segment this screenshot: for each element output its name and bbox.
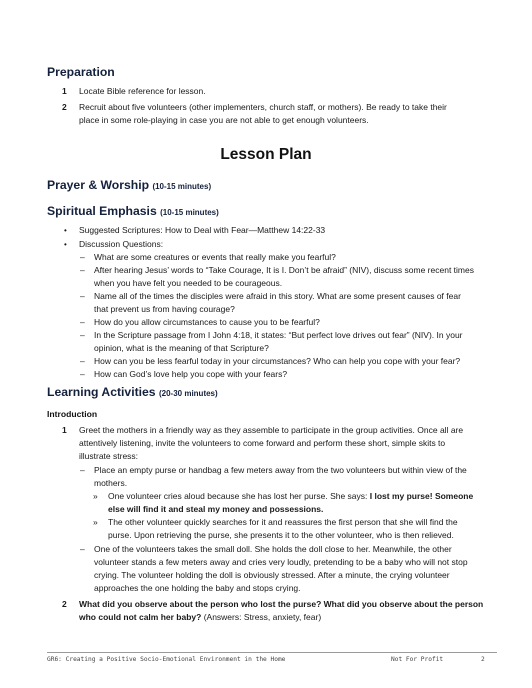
learning-activities-title: Learning Activities [47,385,156,399]
spiritual-emphasis-title: Spiritual Emphasis [47,204,157,218]
skit-2-line-3: crying. The volunteer holding the doll is obviously stressed. After a minute, the crying volunteer [94,570,450,580]
intro-item-1-line-3: illustrate stress: [79,451,139,461]
prayer-worship-duration: (10-15 minutes) [152,182,212,191]
skit-1-sub-1-text: One volunteer cries aloud because she has lost her purse. She says: [108,491,370,501]
footer-page-number: 2 [481,656,485,663]
preparation-heading: Preparation [47,65,115,79]
prep-item-1-number: 1 [62,86,67,96]
introduction-subheading: Introduction [47,409,98,419]
dash-icon: – [80,252,85,262]
prep-item-2-line-2: place in some role-playing in case you are not able to get enough volunteers. [79,115,369,125]
dash-icon: – [80,291,85,301]
question-6: How can you be less fearful today in your circumstances? Who can help you cope with your fear? [94,356,461,366]
dash-icon: – [80,369,85,379]
skit-2-line-1: One of the volunteers takes the small doll. She holds the doll close to her. Meanwhile, the other [94,544,452,554]
prep-item-2-number: 2 [62,102,67,112]
question-3-line-2: that prevent us from having courage? [94,304,235,314]
raquo-icon: » [93,517,98,527]
prayer-worship-title: Prayer & Worship [47,178,150,192]
prep-item-1-text: Locate Bible reference for lesson. [79,86,206,96]
question-4: How do you allow circumstances to cause you to be fearful? [94,317,320,327]
skit-1-sub-1-line-1 [108,490,473,503]
intro-item-1-line-2: attentively listening, invite the volunteers to come forward and perform these short, simple skits to [79,438,446,448]
scriptures-bullet-text: Suggested Scriptures: How to Deal with Fear—Matthew 14:22-33 [79,225,326,235]
lesson-plan-title: Lesson Plan [220,146,312,163]
dash-icon: – [80,544,85,554]
question-7: How can God’s love help you cope with your fears? [94,369,288,379]
raquo-icon: » [93,491,98,501]
prayer-worship-heading [47,178,211,192]
footer-course-title: GR6: Creating a Positive Socio-Emotional Environment in the Home [47,656,286,663]
intro-item-2-line-1: What did you observe about the person who lost the purse? What did you observe about the person [79,599,484,609]
intro-item-1-number: 1 [62,425,67,435]
spiritual-emphasis-duration: (10-15 minutes) [160,208,219,217]
intro-item-1-line-1: Greet the mothers in a friendly way as they assemble to participate in the group activities. Once all are [79,425,464,435]
skit-1-sub-1-quote: I lost my purse! Someone [369,491,474,501]
question-2-line-2: when you have felt you needed to be courageous. [94,278,283,288]
spiritual-emphasis-heading [47,204,219,218]
question-1: What are some creatures or events that really make you fearful? [94,252,336,262]
skit-1-line-2: mothers. [94,478,128,488]
intro-item-2-question: who could not calm her baby? [79,612,202,622]
footer-not-for-profit: Not For Profit [391,656,444,663]
dash-icon: – [80,356,85,366]
learning-activities-heading [47,385,218,399]
dash-icon: – [80,330,85,340]
question-5-line-1: In the Scripture passage from I John 4:18, it states: “But perfect love drives out fear” (NIV). In your [94,330,463,340]
skit-2-line-4: approaches the one holding the baby and stops crying. [94,583,301,593]
question-2-line-1: After hearing Jesus’ words to “Take Courage, It is I. Don’t be afraid” (NIV), discuss some recent times [94,265,474,275]
footer-divider [47,652,497,653]
bullet-icon: • [64,226,67,235]
dash-icon: – [80,265,85,275]
dash-icon: – [80,465,85,475]
dash-icon: – [80,317,85,327]
discussion-bullet-text: Discussion Questions: [79,239,164,249]
intro-item-2-line-2 [79,611,321,624]
skit-1-sub-2-line-2: purse. Upon retrieving the purse, she presents it to the other volunteer, who is then relieved. [108,530,454,540]
question-5-line-2: opinion, what is the meaning of that Scripture? [94,343,269,353]
skit-1-sub-1-line-2: else will find it and steal my money and possessions. [108,504,324,514]
intro-item-2-number: 2 [62,599,67,609]
bullet-icon: • [64,240,67,249]
skit-2-line-2: volunteer stands a few meters away and cries very loudly, pretending to be a baby who will not stop [94,557,468,567]
skit-1-sub-2-line-1: The other volunteer quickly searches for it and reassures the first person that she will find the [108,517,458,527]
intro-item-2-answers: (Answers: Stress, anxiety, fear) [201,612,322,622]
skit-1-line-1: Place an empty purse or handbag a few meters away from the two volunteers but within view of the [94,465,467,475]
learning-activities-duration: (20-30 minutes) [158,389,218,398]
prep-item-2-line-1: Recruit about five volunteers (other implementers, church staff, or mothers). Be ready to take their [79,102,447,112]
question-3-line-1: Name all of the times the disciples were afraid in this story. What are some present causes of fear [94,291,461,301]
